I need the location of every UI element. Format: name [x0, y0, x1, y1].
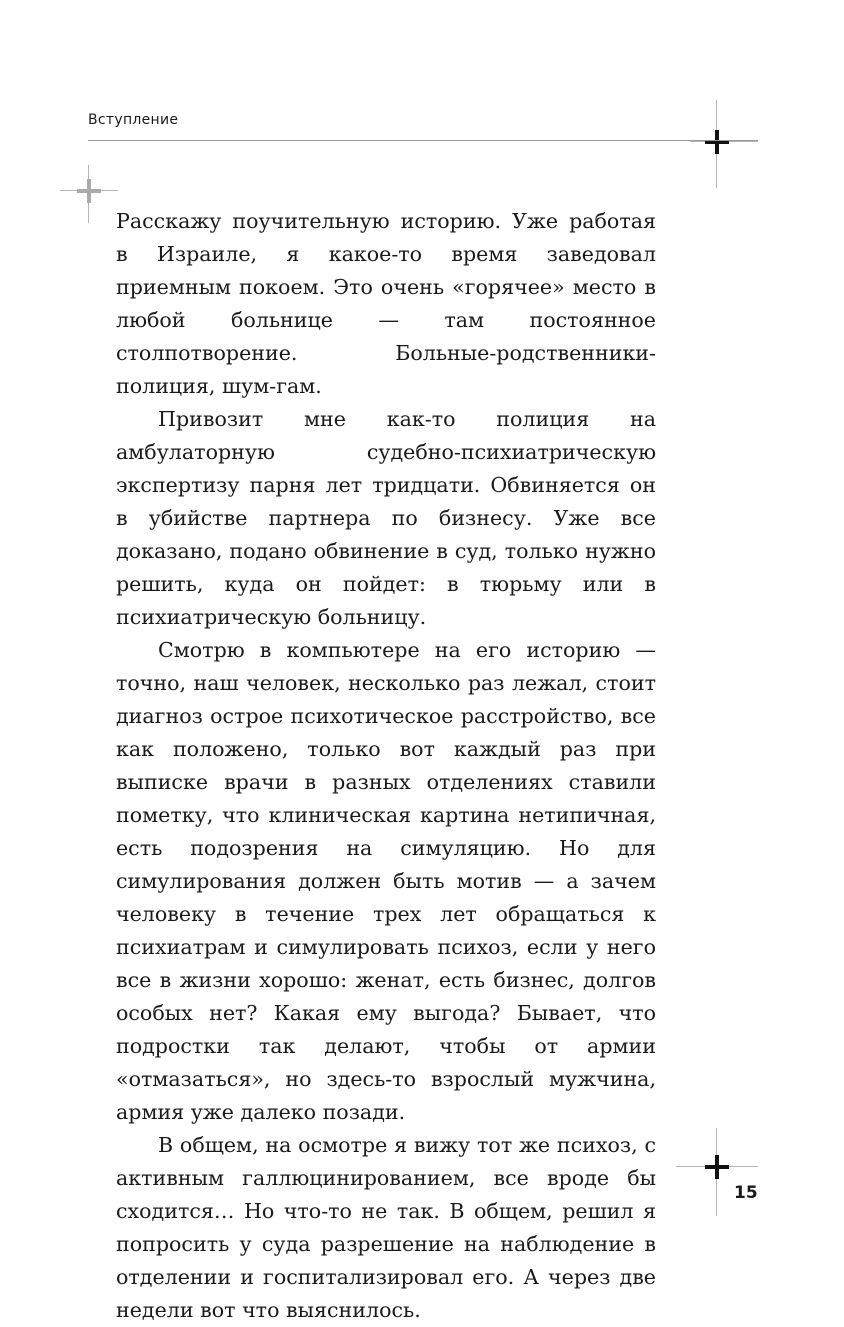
paragraph: Привозит мне как-то полиция на амбулаторную судебно-психиатрическую экспертизу парня лет тридцати. Обвиняется он в убийстве партнера по бизнесу. Уже все доказано, подано обвинение в суд, только нужно решить, куда он пойдет: в тюрьму или в психиатрическую больницу.: [116, 407, 656, 629]
paragraph: В общем, на осмотре я вижу тот же психоз, с активным галлюцинированием, все вроде бы сходится… Но что-то не так. В общем, решил я попросить у суда разрешение на наблюдение в отделении и госпитализировал его. А через две недели вот что выяснилось.: [116, 1133, 656, 1322]
registration-cross-bottom-right-icon: [705, 1155, 729, 1179]
page-number: 15: [734, 1183, 758, 1203]
paragraph: Расскажу поучительную историю. Уже работая в Израиле, я какое-то время заведовал приемным покоем. Это очень «горячее» место в любой больнице — там постоянное столпотворение. Больные-родственники-полиция, шум-гам.: [116, 209, 656, 398]
paragraph: Смотрю в компьютере на его историю — точно, наш человек, несколько раз лежал, стоит диагноз острое психотическое расстройство, все как положено, только вот каждый раз при выписке врачи в разных отделениях ставили пометку, что клиническая картина нетипичная, есть подозрения на симуляцию. Но для симулирования должен быть мотив — а зачем человеку в течение трех лет обращаться к психиатрам и симулировать психоз, если у него все в жизни хорошо: женат, есть бизнес, долгов особых нет? Какая ему выгода? Бывает, что подростки так делают, чтобы от армии «отмазаться», но здесь-то взрослый мужчина, армия уже далеко позади.: [116, 638, 656, 1124]
registration-cross-top-left-icon: [77, 179, 101, 203]
body-text: [116, 205, 656, 1327]
registration-cross-top-right-icon: [705, 130, 729, 154]
running-head: Вступление: [88, 112, 179, 128]
header-rule: [88, 140, 758, 141]
